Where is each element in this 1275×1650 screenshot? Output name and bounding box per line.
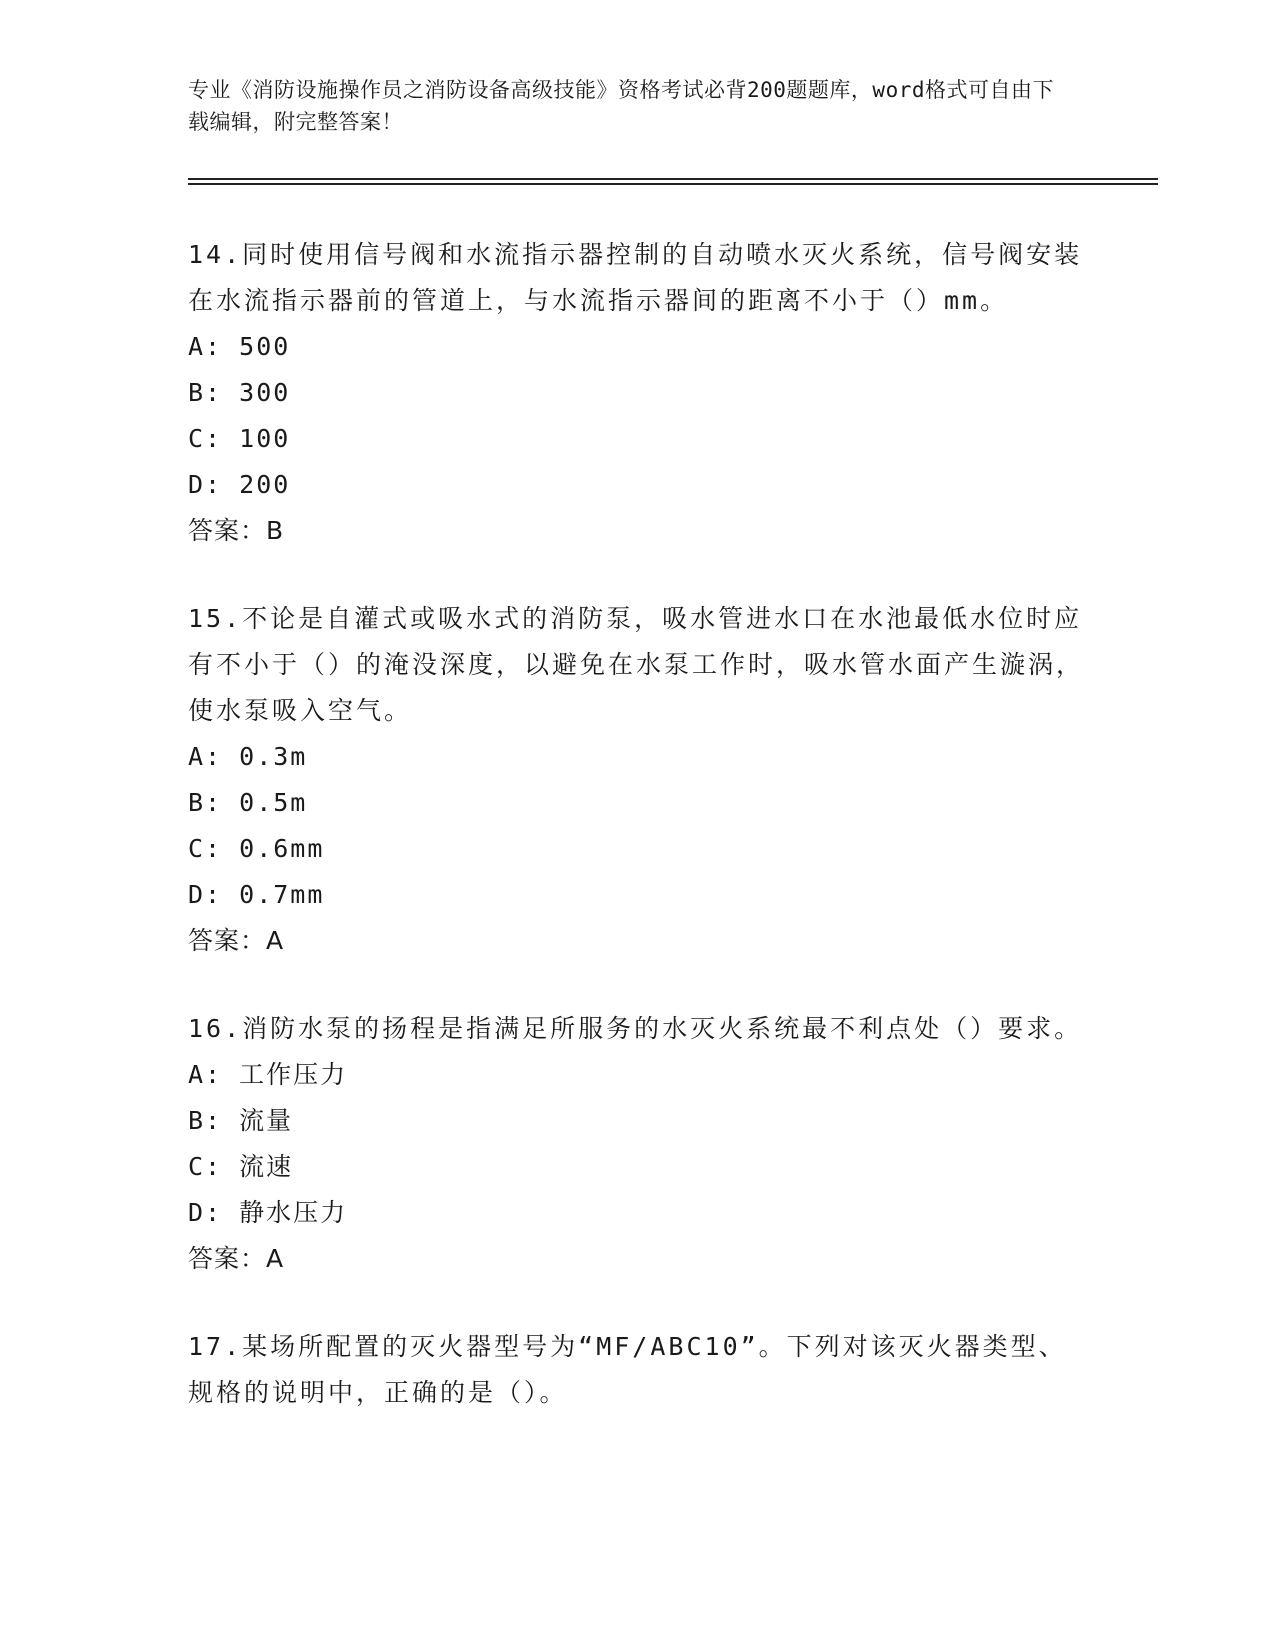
header-divider-top xyxy=(188,178,1158,180)
option-b: B: 0.5m xyxy=(188,788,308,817)
option-d: D: 200 xyxy=(188,470,291,499)
question-17 xyxy=(188,1324,1088,1416)
option-c: C: 100 xyxy=(188,424,291,453)
option-a: A: 0.3m xyxy=(188,742,308,771)
header-divider-bottom xyxy=(188,183,1158,185)
question-text: 17.某场所配置的灭火器型号为“MF/ABC10”。下列对该灭火器类型、规格的说明中，正确的是（）。 xyxy=(188,1332,1067,1407)
option-d: D: 0.7mm xyxy=(188,880,325,909)
question-15 xyxy=(188,596,1088,964)
option-c: C: 0.6mm xyxy=(188,834,325,863)
answer: 答案：A xyxy=(188,1244,285,1273)
question-text: 14.同时使用信号阀和水流指示器控制的自动喷水灭火系统，信号阀安装在水流指示器前的管道上，与水流指示器间的距离不小于（）mm。 xyxy=(188,240,1083,315)
document-header: 专业《消防设施操作员之消防设备高级技能》资格考试必背200题题库，word格式可自由下载编辑，附完整答案！ xyxy=(188,78,1054,134)
answer: 答案：A xyxy=(188,926,285,955)
option-d: D: 静水压力 xyxy=(188,1198,348,1227)
option-c: C: 流速 xyxy=(188,1152,294,1181)
option-b: B: 300 xyxy=(188,378,291,407)
question-list xyxy=(188,232,1088,1458)
question-16 xyxy=(188,1006,1088,1282)
question-text: 16.消防水泵的扬程是指满足所服务的水灭火系统最不利点处（）要求。 xyxy=(188,1014,1083,1043)
question-text: 15.不论是自灌式或吸水式的消防泵，吸水管进水口在水池最低水位时应有不小于（）的淹没深度，以避免在水泵工作时，吸水管水面产生漩涡，使水泵吸入空气。 xyxy=(188,604,1085,725)
option-b: B: 流量 xyxy=(188,1106,294,1135)
option-a: A: 500 xyxy=(188,332,291,361)
answer: 答案：B xyxy=(188,516,285,545)
option-a: A: 工作压力 xyxy=(188,1060,348,1089)
question-14 xyxy=(188,232,1088,554)
